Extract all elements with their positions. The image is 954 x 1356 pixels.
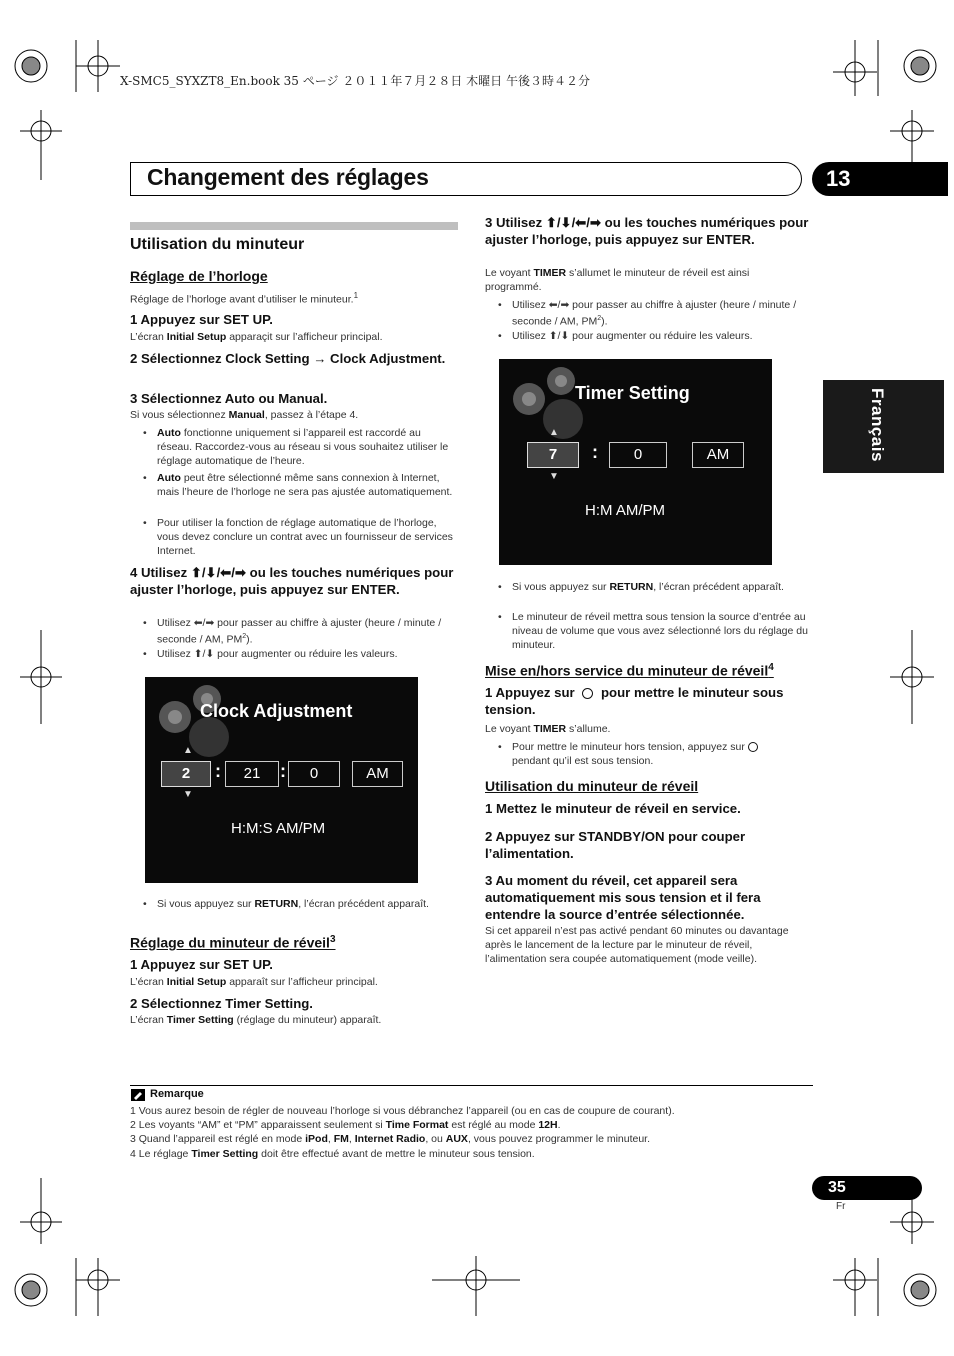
text: Utilisez ⬅/➡ pour passer au chiffre à ajuster (heure / minute / seconde / AM, PM: [157, 617, 442, 646]
ampm-field[interactable]: AM: [692, 442, 744, 468]
clock-step3: 3 Sélectionnez Auto ou Manual.: [130, 391, 328, 406]
list-item: [485, 580, 810, 594]
page-number-badge: [812, 1176, 922, 1200]
list-item: [485, 740, 810, 768]
text: , vous pouvez programmer le minuteur.: [467, 1133, 651, 1145]
text: doit être effectué avant de mettre le minuteur sous tension.: [258, 1148, 535, 1160]
list-item: [130, 647, 467, 661]
text: , l’écran précédent apparaît.: [298, 898, 429, 910]
bold-text: Timer Setting: [191, 1148, 259, 1160]
up-arrow-icon: ▲: [549, 427, 559, 438]
text: , passez à l’étape 4.: [264, 409, 359, 421]
text: 2 Les voyants “AM” et “PM” apparaissent seulement si: [130, 1119, 386, 1131]
list-item: [130, 897, 457, 911]
list-item: [485, 329, 822, 343]
text: Si vous appuyez sur: [157, 898, 255, 910]
timer-step1-desc: [130, 975, 378, 989]
chapter-number: 13: [826, 166, 851, 191]
use-step3-desc: Si cet appareil n’est pas activé pendant 60 minutes ou davantage après le lancement de la lecture par le minuteur de réveil, l’alimentation sera coupée automatiquement (mode veille).: [485, 925, 789, 965]
text: 1 Vous aurez besoin de régler de nouveau l’horloge si vous débranchez l’appareil (ou en cas de coupure de courant).: [130, 1105, 675, 1117]
down-arrow-icon: ▼: [549, 471, 559, 482]
hour-field[interactable]: 7: [527, 442, 579, 468]
text: Si vous sélectionnez: [130, 409, 229, 421]
second-field[interactable]: 0: [288, 761, 340, 787]
text: Le voyant: [485, 267, 534, 279]
text: .: [557, 1119, 561, 1131]
onoff-heading: [485, 662, 774, 679]
clock-intro: [130, 289, 460, 307]
bold-text: Internet Radio: [354, 1133, 426, 1145]
text: Utilisez ⬆/⬇ pour augmenter ou réduire les valeurs.: [512, 330, 753, 342]
onoff-step1: [485, 684, 805, 718]
clock-step2: 2 Sélectionnez Clock Setting → Clock Adjustment.: [130, 351, 446, 366]
time-format: H:M:S AM/PM: [231, 820, 326, 837]
text: 3 Quand l’appareil est réglé en mode: [130, 1133, 306, 1145]
note-4: [130, 1147, 535, 1161]
gears-icon: [147, 677, 247, 767]
chapter-badge: [812, 162, 948, 196]
bold-text: RETURN: [254, 898, 299, 910]
text: Le voyant: [485, 723, 534, 735]
screen-title: Clock Adjustment: [200, 701, 353, 721]
notes-label: Remarque: [150, 1088, 204, 1100]
text: L’écran: [130, 331, 167, 343]
text: Pour utiliser la fonction de réglage automatique de l’horloge, vous devez conclure un contrat avec un fournisseur de services Internet.: [157, 517, 453, 557]
bold-text: Auto: [157, 472, 181, 484]
text: ,: [348, 1133, 355, 1145]
text: Si vous appuyez sur: [512, 581, 610, 593]
colon: :: [592, 442, 598, 462]
text: s’allume.: [566, 723, 611, 735]
clock-step3-desc: [130, 408, 358, 422]
timer-step2: 2 Sélectionnez Timer Setting.: [130, 996, 313, 1011]
bold-text: TIMER: [533, 267, 567, 279]
note-2: [130, 1118, 561, 1132]
clock-step1-desc: [130, 330, 383, 344]
print-header: X-SMC5_SYXZT8_En.book 35 ページ ２０１１年７月２８日 木曜日 午後３時４２分: [120, 74, 590, 88]
page-title: Changement des réglages: [147, 164, 429, 190]
text: Le minuteur de réveil mettra sous tension la source d’entrée au niveau de volume que vous avez sélectionné lors du réglage du minuteur.: [512, 611, 808, 651]
footnote-ref: 4: [768, 662, 774, 673]
text: Utilisez ⬆/⬇ pour augmenter ou réduire les valeurs.: [157, 648, 398, 660]
time-format: H:M AM/PM: [585, 502, 666, 519]
text: Utilisez ⬅/➡ pour passer au chiffre à ajuster (heure / minute / seconde / AM, PM: [512, 299, 797, 328]
bold-text: TIMER: [533, 723, 567, 735]
text: ).: [601, 315, 608, 328]
section-title: Utilisation du minuteur: [130, 236, 305, 253]
clock-intro-text: Réglage de l’horloge avant d’utiliser le minuteur.: [130, 293, 354, 306]
bold-text: Manual: [228, 409, 265, 421]
hour-field[interactable]: 2: [161, 761, 211, 787]
text: apparaît sur l’afficheur principal.: [226, 976, 378, 988]
minute-field[interactable]: 21: [225, 761, 279, 787]
use-step3: 3 Au moment du réveil, cet appareil sera automatiquement mis sous tension et il fera entendre la source d’entrée sélectionnée.: [485, 873, 761, 922]
bold-text: 12H: [538, 1119, 558, 1131]
colon: :: [215, 761, 221, 781]
timer-heading-text: Réglage du minuteur de réveil: [130, 934, 330, 951]
up-arrow-icon: ▲: [183, 745, 193, 756]
language-tab: [823, 380, 944, 473]
text: fonctionne uniquement si l’appareil est raccordé au réseau. Raccordez-vous au réseau si vous souhaitez utiliser le réglage automatique de l’heure.: [157, 427, 449, 467]
list-item: [130, 516, 457, 558]
notes-rule: [130, 1085, 813, 1086]
use-step2: 2 Appuyez sur STANDBY/ON pour couper l’alimentation.: [485, 829, 746, 861]
bold-text: Time Format: [385, 1119, 449, 1131]
list-item: [485, 298, 810, 329]
list-item: [130, 616, 457, 647]
list-item: [485, 610, 810, 652]
text: , l’écran précédent apparaît.: [653, 581, 784, 593]
language-label: Français: [868, 388, 887, 462]
timer-heading: [130, 934, 336, 951]
page-lang: Fr: [836, 1201, 846, 1212]
minute-field[interactable]: 0: [609, 442, 667, 468]
use-step1: 1 Mettez le minuteur de réveil en service.: [485, 801, 741, 816]
clock-heading: Réglage de l’horloge: [130, 268, 268, 284]
footnote-ref: 2: [597, 315, 602, 322]
note-3: [130, 1132, 650, 1146]
screen-title: Timer Setting: [575, 383, 690, 403]
down-arrow-icon: ▼: [183, 789, 193, 800]
bold-text: FM: [333, 1133, 349, 1145]
timer-step3: 3 Utilisez ⬆/⬇/⬅/➡ ou les touches numériques pour ajuster l’horloge, puis appuyez sur ENTER.: [485, 215, 809, 247]
text: 1 Appuyez sur: [485, 685, 579, 700]
bold-text: Timer Setting: [166, 1014, 234, 1026]
timer-step1: 1 Appuyez sur SET UP.: [130, 957, 273, 972]
timer-step2-desc: [130, 1013, 381, 1027]
footnote-ref: 3: [329, 934, 336, 945]
bold-text: Initial Setup: [166, 976, 227, 988]
text: ,: [327, 1133, 334, 1145]
list-item: [130, 471, 457, 499]
text: Pour mettre le minuteur hors tension, appuyez sur: [512, 741, 748, 753]
footnote-ref: 2: [242, 633, 247, 640]
text: pour mettre le minuteur sous tension.: [485, 685, 784, 717]
text: L’écran: [130, 1014, 167, 1026]
ampm-field[interactable]: AM: [352, 761, 403, 787]
note-icon: [131, 1089, 145, 1101]
bold-text: AUX: [445, 1133, 468, 1145]
footnote-ref: 1: [353, 291, 359, 300]
onoff-step1-desc: [485, 722, 610, 736]
clock-icon: [582, 688, 593, 699]
section-bar: [130, 222, 458, 230]
clock-step4: 4 Utilisez ⬆/⬇/⬅/➡ ou les touches numériques pour ajuster l’horloge, puis appuyez sur ENTER.: [130, 565, 454, 597]
text: 4 Le réglage: [130, 1148, 192, 1160]
bold-text: Auto: [157, 427, 181, 439]
page-number: 35: [828, 1179, 846, 1196]
text: , ou: [425, 1133, 446, 1145]
text: s’allumet le minuteur de réveil est ainsi programmé.: [485, 267, 750, 293]
text: (réglage du minuteur) apparaît.: [233, 1014, 382, 1026]
bold-text: RETURN: [609, 581, 654, 593]
text: pendant qu’il est sous tension.: [512, 755, 654, 767]
text: est réglé au mode: [448, 1119, 539, 1131]
use-heading: Utilisation du minuteur de réveil: [485, 778, 699, 794]
bold-text: iPod: [305, 1133, 328, 1145]
text: ).: [246, 633, 253, 646]
text: peut être sélectionné même sans connexion à Internet, mais l’heure de l’horloge ne sera pas ajustée automatiquement.: [157, 472, 453, 498]
text: apparaçit sur l’afficheur principal.: [226, 331, 383, 343]
onoff-heading-text: Mise en/hors service du minuteur de réveil: [485, 662, 769, 679]
note-1: [130, 1104, 675, 1118]
clock-adjustment-screen: [145, 677, 418, 883]
text: L’écran: [130, 976, 167, 988]
clock-step1: 1 Appuyez sur SET UP.: [130, 312, 273, 327]
list-item: [130, 426, 457, 468]
colon: :: [280, 761, 286, 781]
clock-icon: [748, 742, 758, 752]
timer-step3-desc: [485, 266, 805, 294]
timer-setting-screen: [499, 359, 772, 565]
bold-text: Initial Setup: [166, 331, 227, 343]
